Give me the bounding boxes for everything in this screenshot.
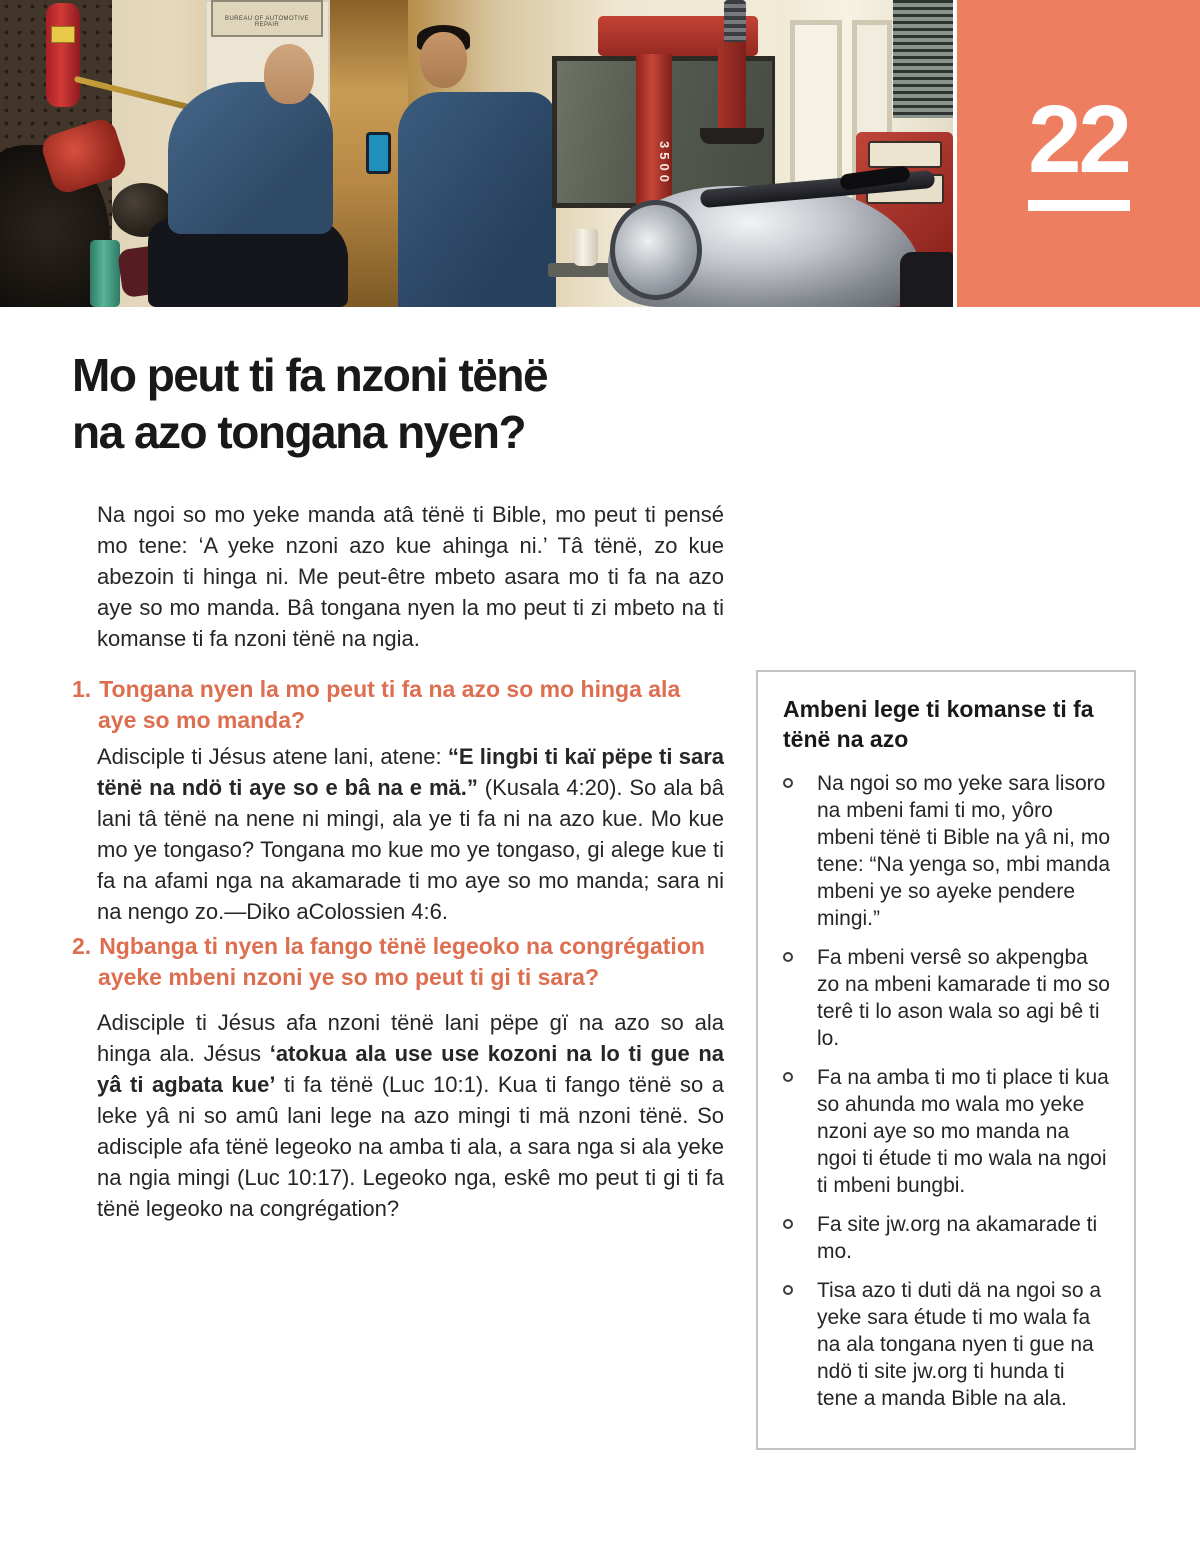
gauge-dial <box>868 141 942 168</box>
sidebar-title: Ambeni lege ti komanse ti fa tënë na azo <box>783 696 1094 752</box>
tire-machine-arm <box>718 42 746 137</box>
page-title-line1: Mo peut ti fa nzoni tënë <box>72 349 548 401</box>
list-item <box>783 770 1110 932</box>
bullet-circle-icon <box>783 944 817 1052</box>
list-item <box>783 1277 1110 1412</box>
bullet-circle-icon <box>783 1064 817 1199</box>
fire-extinguisher <box>46 3 80 107</box>
list-item <box>783 1211 1110 1265</box>
sidebar-item-text: Na ngoi so mo yeke sara lisoro na mbeni fami ti mo, yôro mbeni tënë ti Bible na yâ ni, mo tene: “Na yenga so, mbi manda mbeni ye so ayeke pendere mingi.” <box>817 772 1110 930</box>
green-thermos <box>90 240 120 307</box>
page-title <box>72 347 772 461</box>
question-2-number: 2. <box>72 933 92 959</box>
older-man-torso <box>168 82 333 234</box>
motorcycle-headlight <box>610 200 702 300</box>
younger-man-body <box>398 92 556 307</box>
paragraph-2-pre: Adisciple ti Jésus afa nzoni tënë lani pëpe gï na azo so ala hinga ala. Jésus <box>97 1010 724 1066</box>
list-item <box>783 1064 1110 1199</box>
lesson-number: 22 <box>1028 86 1129 193</box>
tire-machine-foot <box>700 128 764 144</box>
lesson-number-underline <box>1028 200 1130 211</box>
older-man-head <box>264 44 314 104</box>
paragraph-1-post: (Kusala 4:20). So ala bâ lani tâ tënë na nene ni mingi, ala ye ti fa ni na azo kue. Mo kue mo ye tongaso? Tongana mo kue mo ye tongaso, gi alege kue ti fa na afami nga na akamarade ti mo aye so mo manda; sara ni na nengo zo.—Diko aColossien 4:6. <box>97 775 724 924</box>
sidebar-box <box>756 670 1136 1450</box>
sidebar-item-text: Fa mbeni versê so akpengba zo na mbeni kamarade ti mo so terê ti lo ason wala so agi bê ti lo. <box>817 946 1110 1050</box>
lesson-number-block <box>957 0 1200 307</box>
bullet-circle-icon <box>783 1211 817 1265</box>
paragraph-2-quote: ‘atokua ala use use kozoni na lo ti gue na yâ ti agbata kue’ <box>97 1041 725 1097</box>
sidebar-item-text: Fa na amba ti mo ti place ti kua so ahunda mo wala mo yeke nzoni aye so mo manda na ngoi ti étude ti mo wala na ngoi ti mbeni bungbi. <box>817 1066 1109 1197</box>
tire-machine-spring <box>724 0 746 44</box>
sidebar-item-text: Tisa azo ti duti dä na ngoi so a yeke sara étude ti mo wala fa na ala tongana nyen ti gue na ndö ti site jw.org ti hunda ti tene a manda Bible na ala. <box>817 1279 1102 1410</box>
paragraph-1 <box>97 741 724 927</box>
list-item <box>783 944 1110 1052</box>
younger-man-head <box>420 32 467 88</box>
motorcycle-seat <box>900 252 953 307</box>
header-photo <box>0 0 953 307</box>
sidebar-list <box>783 770 1110 1412</box>
window-blinds <box>893 0 953 118</box>
paragraph-1-quote: “E lingbi ti kaï pëpe ti sara tënë na ndö ti aye so e bâ na e mä.” <box>97 744 724 800</box>
question-1-number: 1. <box>72 676 92 702</box>
question-2-text: Ngbanga ti nyen la fango tënë legeoko na congrégation ayeke mbeni nzoni ye so mo peut ti gi ti sara? <box>98 933 705 990</box>
bullet-circle-icon <box>783 770 817 932</box>
wall-sign: BUREAU OF AUTOMOTIVE REPAIR <box>211 0 323 37</box>
paragraph-1-pre: Adisciple ti Jésus atene lani, atene: <box>97 744 448 769</box>
question-1-heading <box>72 674 724 736</box>
question-1-text: Tongana nyen la mo peut ti fa na azo so mo hinga ala aye so mo manda? <box>98 676 681 733</box>
question-2-heading <box>72 931 724 993</box>
paragraph-2 <box>97 1007 724 1224</box>
page-title-line2: na azo tongana nyen? <box>72 406 526 458</box>
coffee-cup <box>573 229 598 266</box>
fire-extinguisher-label <box>51 26 75 43</box>
paragraph-2-post: ti fa tënë (Luc 10:1). Kua ti fango tënë so a leke yâ ni so amû lani lege na azo mingi ti mä nzoni tënë. So adisciple afa tënë legeoko na amba ti ala, a sara nga si ala yeke na ngia mingi (Luc 10:17). Legeoko nga, eskê mo peut ti gi ti fa tënë legeoko na congrégation? <box>97 1072 724 1221</box>
intro-paragraph: Na ngoi so mo yeke manda atâ tënë ti Bible, mo peut ti pensé mo tene: ‘A yeke nzoni azo kue ahinga ni.’ Tâ tënë, zo kue abezoin ti hinga ni. Me peut-être mbeto asara mo ti fa na azo aye so mo manda. Bâ tongana nyen la mo peut ti zi mbeto na ti komanse ti fa nzoni tënë na ngia. <box>97 502 724 651</box>
tire-machine-column: 3500 <box>636 54 672 214</box>
smartphone <box>366 132 391 174</box>
sidebar-item-text: Fa site jw.org na akamarade ti mo. <box>817 1213 1098 1263</box>
bullet-circle-icon <box>783 1277 817 1412</box>
